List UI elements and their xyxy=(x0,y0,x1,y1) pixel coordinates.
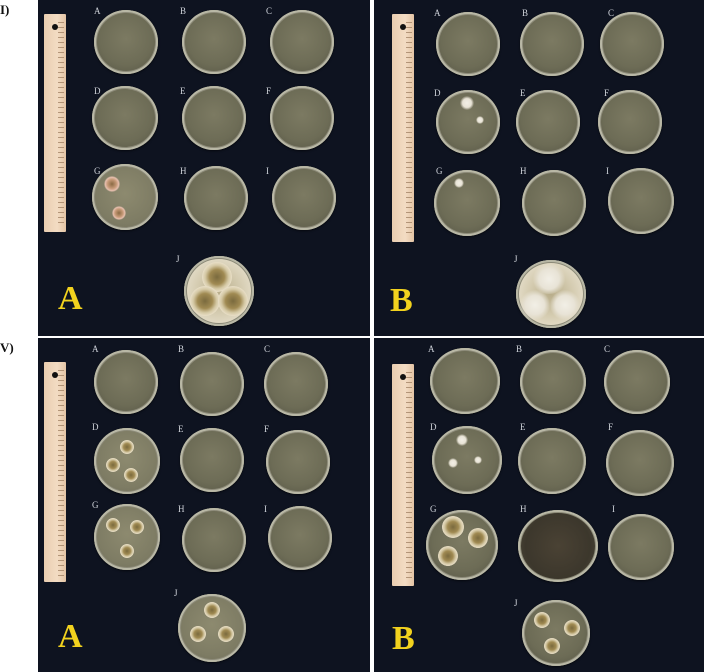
petri-dish-i xyxy=(268,506,332,570)
fungal-colony xyxy=(218,626,234,642)
petri-dish-f xyxy=(270,86,334,150)
photo-panel-top-right xyxy=(374,0,704,336)
petri-dish-f xyxy=(598,90,662,154)
petri-dish-b xyxy=(182,10,246,74)
fungal-colony xyxy=(438,546,458,566)
fungal-colony xyxy=(454,178,464,188)
fungal-colony xyxy=(534,612,550,628)
plate-label-b: B xyxy=(516,344,523,354)
petri-dish-c xyxy=(270,10,334,74)
plate-label-i: I xyxy=(606,166,609,176)
petri-dish-a xyxy=(430,348,500,414)
fungal-colony xyxy=(218,286,248,316)
plate-label-h: H xyxy=(180,166,187,176)
plate-label-f: F xyxy=(266,86,272,96)
fungal-colony xyxy=(460,96,474,110)
fungal-colony xyxy=(124,468,138,482)
plate-label-i: I xyxy=(264,504,267,514)
fungal-colony xyxy=(442,516,464,538)
panel-letter: B xyxy=(392,620,415,657)
fungal-colony xyxy=(130,520,144,534)
photo-panel-bottom-right xyxy=(374,338,704,672)
fungal-colony xyxy=(106,458,120,472)
panel-letter: A xyxy=(58,618,83,655)
fungal-colony xyxy=(520,290,550,320)
petri-dish-d xyxy=(436,90,500,154)
petri-dish-g xyxy=(94,504,160,570)
plate-label-h: H xyxy=(520,166,527,176)
plate-label-a: A xyxy=(92,344,99,354)
fungal-colony xyxy=(456,434,468,446)
fungal-colony xyxy=(204,602,220,618)
petri-dish-j xyxy=(184,256,254,326)
fungal-colony xyxy=(120,544,134,558)
plate-label-e: E xyxy=(520,422,526,432)
plate-label-c: C xyxy=(264,344,271,354)
petri-dish-a xyxy=(94,350,158,414)
plate-label-b: B xyxy=(522,8,529,18)
plate-label-j: J xyxy=(174,588,178,598)
petri-dish-g xyxy=(426,510,498,580)
petri-dish-a xyxy=(94,10,158,74)
plate-label-d: D xyxy=(434,88,441,98)
fungal-colony xyxy=(474,456,482,464)
petri-dish-h xyxy=(522,170,586,236)
plate-label-a: A xyxy=(428,344,435,354)
petri-dish-b xyxy=(520,350,586,414)
petri-dish-e xyxy=(182,86,246,150)
petri-dish-j xyxy=(516,260,586,328)
petri-dish-h xyxy=(518,510,598,582)
plate-label-d: D xyxy=(94,86,101,96)
plate-label-d: D xyxy=(92,422,99,432)
petri-dish-c xyxy=(600,12,664,76)
plate-label-e: E xyxy=(180,86,186,96)
row-label-top: I) xyxy=(0,2,10,17)
fungal-colony xyxy=(448,458,458,468)
ruler xyxy=(392,364,414,586)
plate-label-h: H xyxy=(520,504,527,514)
petri-dish-i xyxy=(608,514,674,580)
fungal-colony xyxy=(190,626,206,642)
plate-label-b: B xyxy=(180,6,187,16)
petri-dish-i xyxy=(608,168,674,234)
ruler xyxy=(392,14,414,242)
petri-dish-d xyxy=(92,86,158,150)
petri-dish-e xyxy=(180,428,244,492)
petri-dish-b xyxy=(520,12,584,76)
plate-label-b: B xyxy=(178,344,185,354)
petri-dish-h xyxy=(184,166,248,230)
petri-dish-f xyxy=(266,430,330,494)
plate-label-g: G xyxy=(436,166,443,176)
petri-dish-h xyxy=(182,508,246,572)
plate-label-c: C xyxy=(608,8,615,18)
fungal-colony xyxy=(476,116,484,124)
plate-label-f: F xyxy=(264,424,270,434)
petri-dish-g xyxy=(434,170,500,236)
plate-label-h: H xyxy=(178,504,185,514)
fungal-colony xyxy=(106,518,120,532)
petri-dish-d xyxy=(432,426,502,494)
plate-label-a: A xyxy=(434,8,441,18)
fungal-colony xyxy=(112,206,126,220)
petri-dish-b xyxy=(180,352,244,416)
plate-label-d: D xyxy=(430,422,437,432)
plate-label-g: G xyxy=(430,504,437,514)
petri-dish-c xyxy=(264,352,328,416)
petri-dish-e xyxy=(518,428,586,494)
petri-dish-e xyxy=(516,90,580,154)
plate-label-g: G xyxy=(92,500,99,510)
plate-label-j: J xyxy=(514,254,518,264)
plate-label-a: A xyxy=(94,6,101,16)
fungal-colony xyxy=(544,638,560,654)
plate-label-j: J xyxy=(176,254,180,264)
panel-letter: A xyxy=(58,280,83,317)
petri-dish-j xyxy=(178,594,246,662)
plate-label-i: I xyxy=(612,504,615,514)
fungal-colony xyxy=(120,440,134,454)
photo-panel-bottom-left xyxy=(38,338,370,672)
plate-label-c: C xyxy=(266,6,273,16)
plate-label-e: E xyxy=(520,88,526,98)
plate-label-e: E xyxy=(178,424,184,434)
plate-label-g: G xyxy=(94,166,101,176)
ruler xyxy=(44,14,66,232)
row-label-bottom: V) xyxy=(0,340,14,355)
petri-dish-f xyxy=(606,430,674,496)
fungal-colony xyxy=(190,286,220,316)
petri-dish-a xyxy=(436,12,500,76)
petri-dish-c xyxy=(604,350,670,414)
ruler xyxy=(44,362,66,582)
petri-dish-j xyxy=(522,600,590,666)
plate-label-j: J xyxy=(514,598,518,608)
plate-label-f: F xyxy=(604,88,610,98)
petri-dish-g xyxy=(92,164,158,230)
plate-label-f: F xyxy=(608,422,614,432)
plate-label-i: I xyxy=(266,166,269,176)
plate-label-c: C xyxy=(604,344,611,354)
fungal-colony xyxy=(550,290,580,320)
petri-dish-d xyxy=(94,428,160,494)
fungal-colony xyxy=(104,176,120,192)
photo-panel-top-left xyxy=(38,0,370,336)
fungal-colony xyxy=(468,528,488,548)
fungal-colony xyxy=(564,620,580,636)
panel-letter: B xyxy=(390,282,413,319)
petri-dish-i xyxy=(272,166,336,230)
